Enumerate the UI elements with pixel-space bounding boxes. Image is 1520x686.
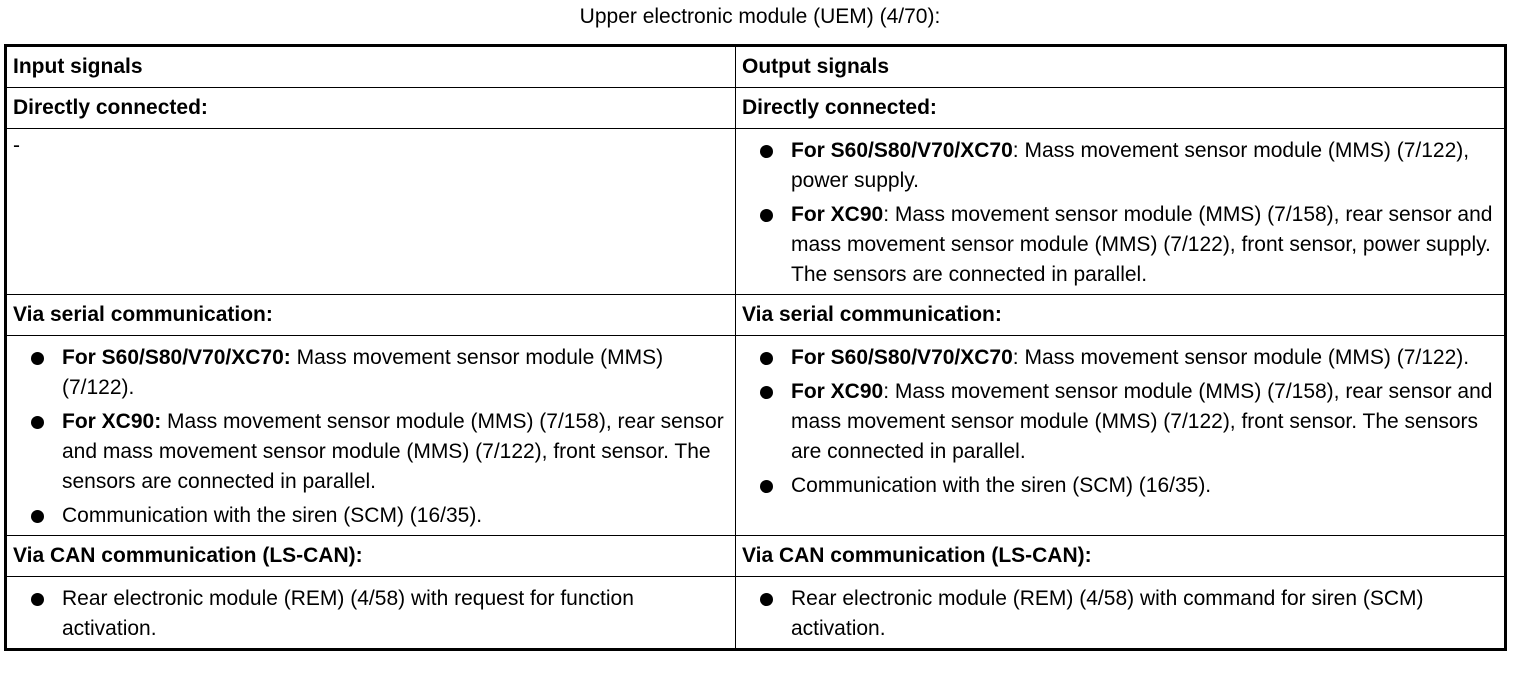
item-text: : Mass movement sensor module (MMS) (7/122). [1012, 346, 1470, 369]
list-item [13, 407, 729, 497]
item-text: Rear electronic module (REM) (4/58) with request for function activation. [62, 587, 634, 640]
direct-output-label: Directly connected: [736, 88, 1506, 129]
can-input-label: Via CAN communication (LS-CAN): [6, 536, 736, 577]
item-text: : Mass movement sensor module (MMS) (7/122), power supply. [791, 139, 1470, 192]
section-body-row [6, 577, 1506, 650]
section-body-row [6, 129, 1506, 295]
item-text: Mass movement sensor module (MMS) (7/158), rear sensor and mass movement sensor module (MMS) (7/122), front sensor. The sensors are connected in parallel. [62, 410, 724, 493]
list-item [742, 200, 1498, 290]
direct-output-cell [736, 129, 1506, 295]
list-item [742, 584, 1498, 644]
serial-output-list [742, 343, 1498, 501]
item-text: : Mass movement sensor module (MMS) (7/158), rear sensor and mass movement sensor module (MMS) (7/122), front sensor, power supply. The sensors are connected in parallel. [791, 203, 1493, 286]
item-model-label: For XC90 [791, 203, 884, 226]
list-item [13, 501, 729, 531]
bullet-icon [760, 593, 773, 606]
item-text: Communication with the siren (SCM) (16/35). [791, 474, 1212, 497]
serial-output-label: Via serial communication: [736, 295, 1506, 336]
direct-output-list [742, 136, 1498, 290]
serial-output-cell [736, 336, 1506, 536]
list-item [742, 343, 1498, 373]
bullet-icon [760, 480, 773, 493]
signals-table [4, 44, 1507, 651]
bullet-icon [760, 352, 773, 365]
section-body-row [6, 336, 1506, 536]
item-text: Mass movement sensor module (MMS) (7/122). [62, 346, 664, 399]
item-model-label: For S60/S80/V70/XC70 [791, 139, 1013, 162]
list-item [13, 584, 729, 644]
direct-input-cell: - [6, 129, 736, 295]
output-signals-header: Output signals [736, 46, 1506, 88]
section-header-row [6, 536, 1506, 577]
bullet-icon [760, 386, 773, 399]
serial-input-cell [6, 336, 736, 536]
item-text: : Mass movement sensor module (MMS) (7/158), rear sensor and mass movement sensor module (MMS) (7/122), front sensor. The sensors are connected in parallel. [791, 380, 1493, 463]
item-text: Rear electronic module (REM) (4/58) with command for siren (SCM) activation. [791, 587, 1424, 640]
section-header-row [6, 295, 1506, 336]
direct-input-label: Directly connected: [6, 88, 736, 129]
page-title: Upper electronic module (UEM) (4/70): [579, 5, 941, 28]
section-header-row [6, 88, 1506, 129]
can-output-cell [736, 577, 1506, 650]
list-item [742, 377, 1498, 467]
bullet-icon [760, 145, 773, 158]
table-header-row [6, 46, 1506, 88]
item-model-label: For S60/S80/V70/XC70: [62, 346, 291, 369]
item-model-label: For XC90: [62, 410, 162, 433]
can-output-list [742, 584, 1498, 644]
bullet-icon [31, 352, 44, 365]
bullet-icon [760, 209, 773, 222]
can-input-cell [6, 577, 736, 650]
serial-input-list [13, 343, 729, 531]
list-item [13, 343, 729, 403]
list-item [742, 471, 1498, 501]
bullet-icon [31, 510, 44, 523]
item-text: Communication with the siren (SCM) (16/35). [62, 504, 483, 527]
bullet-icon [31, 416, 44, 429]
item-model-label: For S60/S80/V70/XC70 [791, 346, 1013, 369]
bullet-icon [31, 593, 44, 606]
list-item [742, 136, 1498, 196]
serial-input-label: Via serial communication: [6, 295, 736, 336]
input-signals-header: Input signals [6, 46, 736, 88]
can-output-label: Via CAN communication (LS-CAN): [736, 536, 1506, 577]
can-input-list [13, 584, 729, 644]
item-model-label: For XC90 [791, 380, 884, 403]
